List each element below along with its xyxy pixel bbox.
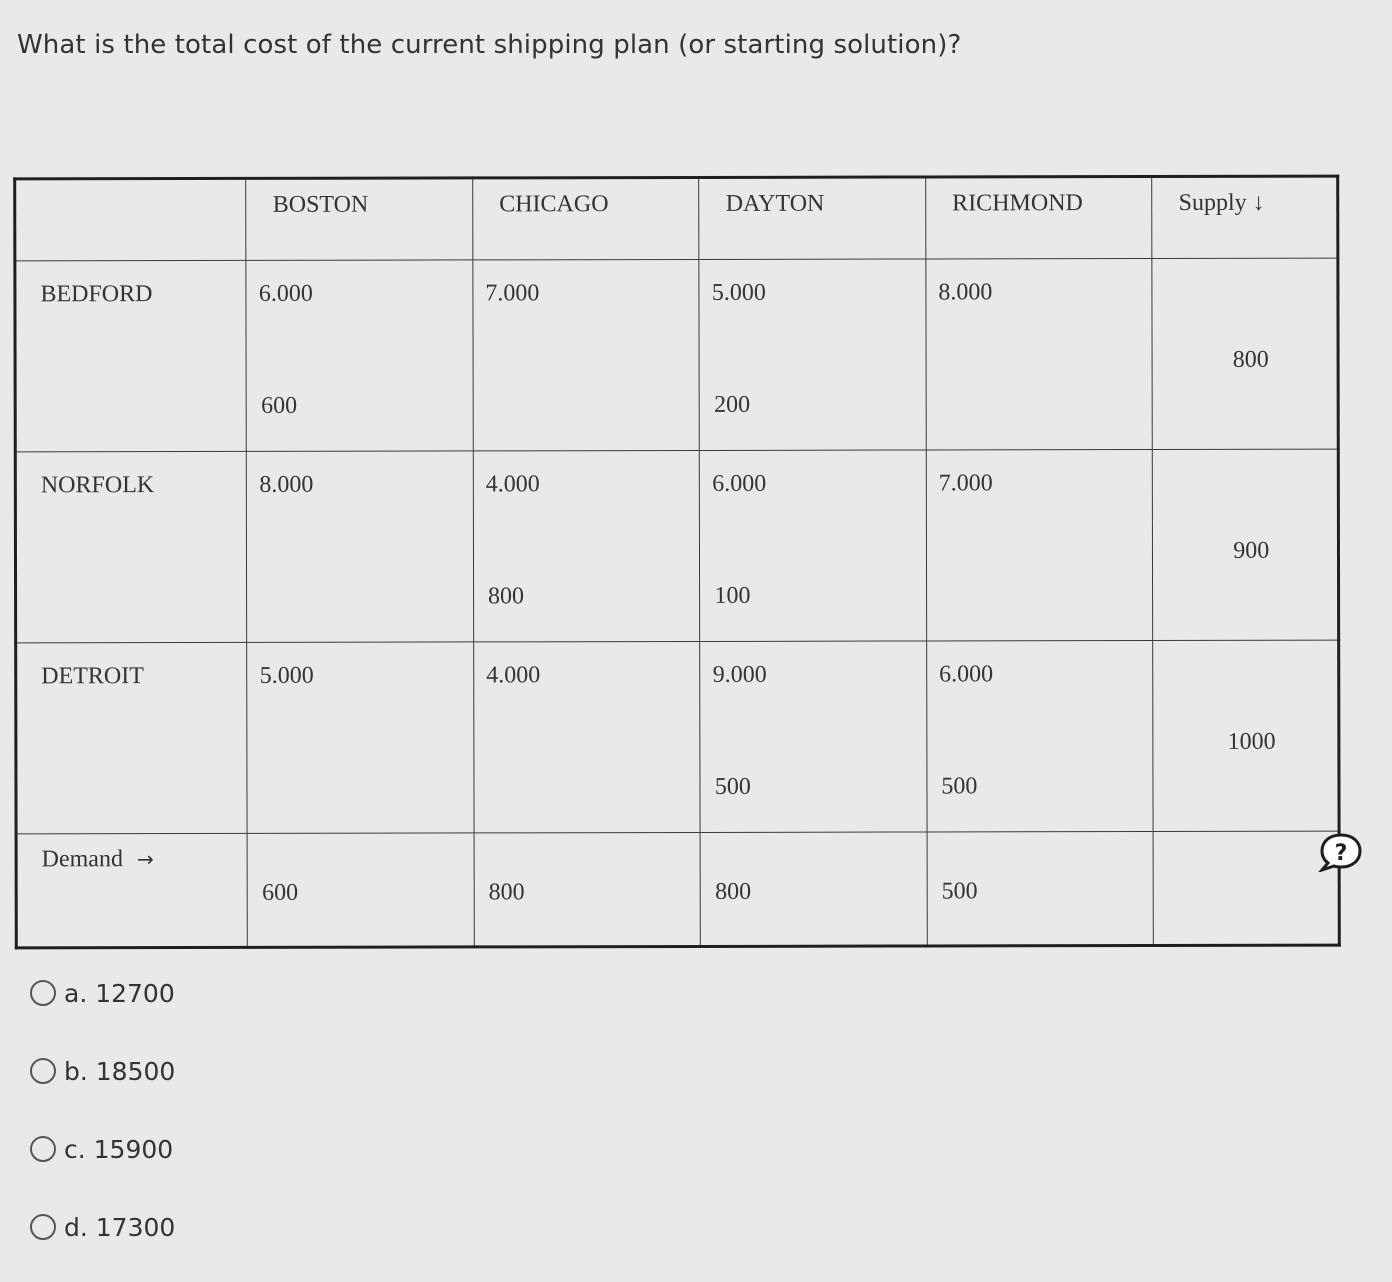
unit-cost: 6.000 (258, 280, 313, 307)
table-row-detroit (16, 640, 1339, 834)
table-row-demand (16, 831, 1339, 948)
option-b[interactable] (30, 1032, 175, 1110)
route-cell (246, 260, 473, 451)
demand-label: Demand → (41, 846, 154, 873)
demand-cell (701, 832, 928, 946)
header-richmond: RICHMOND (926, 177, 1153, 259)
route-cell (473, 259, 700, 450)
shipment-qty: 800 (487, 583, 525, 610)
demand-label-cell (16, 833, 248, 947)
shipment-qty: 100 (714, 582, 751, 609)
supply-value: 800 (1232, 346, 1269, 373)
unit-cost: 7.000 (938, 470, 993, 497)
option-a[interactable] (30, 954, 175, 1032)
option-d[interactable] (30, 1188, 175, 1266)
supply-value: 1000 (1227, 728, 1276, 755)
route-cell (927, 641, 1154, 832)
unit-cost: 7.000 (485, 280, 540, 307)
demand-value: 800 (715, 878, 752, 905)
supply-value: 900 (1233, 537, 1270, 564)
unit-cost: 8.000 (259, 471, 314, 498)
route-cell (247, 451, 474, 642)
route-cell (699, 259, 926, 450)
table-row-bedford (15, 258, 1338, 452)
unit-cost: 4.000 (485, 471, 540, 498)
option-label: d. 17300 (64, 1212, 176, 1242)
route-cell (474, 641, 701, 832)
table-row-norfolk (15, 449, 1338, 643)
question-text: What is the total cost of the current shipping plan (or starting solution)? (17, 30, 962, 60)
shipment-qty: 500 (714, 773, 751, 800)
radio-button[interactable] (30, 1214, 56, 1240)
demand-cell (927, 832, 1154, 946)
svg-text:?: ? (1334, 841, 1348, 866)
radio-button[interactable] (30, 1058, 56, 1084)
unit-cost: 6.000 (712, 470, 767, 497)
row-label: DETROIT (41, 663, 144, 690)
route-cell (700, 641, 927, 832)
supply-cell (1153, 640, 1339, 831)
header-corner-cell (15, 178, 247, 260)
header-boston: BOSTON (246, 178, 473, 260)
demand-cell (474, 832, 701, 946)
shipment-qty: 200 (714, 391, 751, 418)
demand-value: 800 (488, 879, 525, 906)
option-c[interactable] (30, 1110, 175, 1188)
demand-empty-cell (1153, 831, 1339, 945)
demand-value: 500 (941, 878, 978, 905)
table-header-row (15, 176, 1338, 261)
header-supply: Supply ↓ (1152, 176, 1338, 258)
unit-cost: 6.000 (939, 661, 994, 688)
header-chicago: CHICAGO (473, 177, 700, 259)
shipment-qty: 500 (941, 773, 978, 800)
route-cell (247, 642, 474, 833)
unit-cost: 8.000 (938, 279, 993, 306)
supply-cell (1152, 258, 1338, 449)
demand-value: 600 (262, 879, 299, 906)
row-label: NORFOLK (40, 472, 155, 499)
row-label-cell (16, 642, 248, 833)
demand-cell (248, 833, 475, 947)
radio-button[interactable] (30, 980, 56, 1006)
row-label-cell (15, 260, 247, 451)
unit-cost: 5.000 (711, 279, 766, 306)
answer-options (30, 954, 175, 1266)
route-cell (700, 450, 927, 641)
unit-cost: 9.000 (712, 661, 767, 688)
header-dayton: DAYTON (699, 177, 926, 259)
supply-cell (1153, 449, 1339, 640)
right-arrow-icon: → (136, 847, 154, 872)
option-label: b. 18500 (64, 1056, 176, 1086)
transportation-table (13, 175, 1341, 950)
route-cell (926, 450, 1153, 641)
route-cell (473, 450, 700, 641)
row-label-cell (15, 451, 247, 642)
unit-cost: 5.000 (259, 662, 314, 689)
question-bubble-icon[interactable] (1318, 832, 1364, 872)
unit-cost: 4.000 (486, 662, 541, 689)
route-cell (926, 259, 1153, 450)
radio-button[interactable] (30, 1136, 56, 1162)
row-label: BEDFORD (40, 281, 153, 308)
option-label: c. 15900 (64, 1134, 174, 1164)
shipment-qty: 600 (261, 392, 298, 419)
option-label: a. 12700 (64, 978, 175, 1008)
